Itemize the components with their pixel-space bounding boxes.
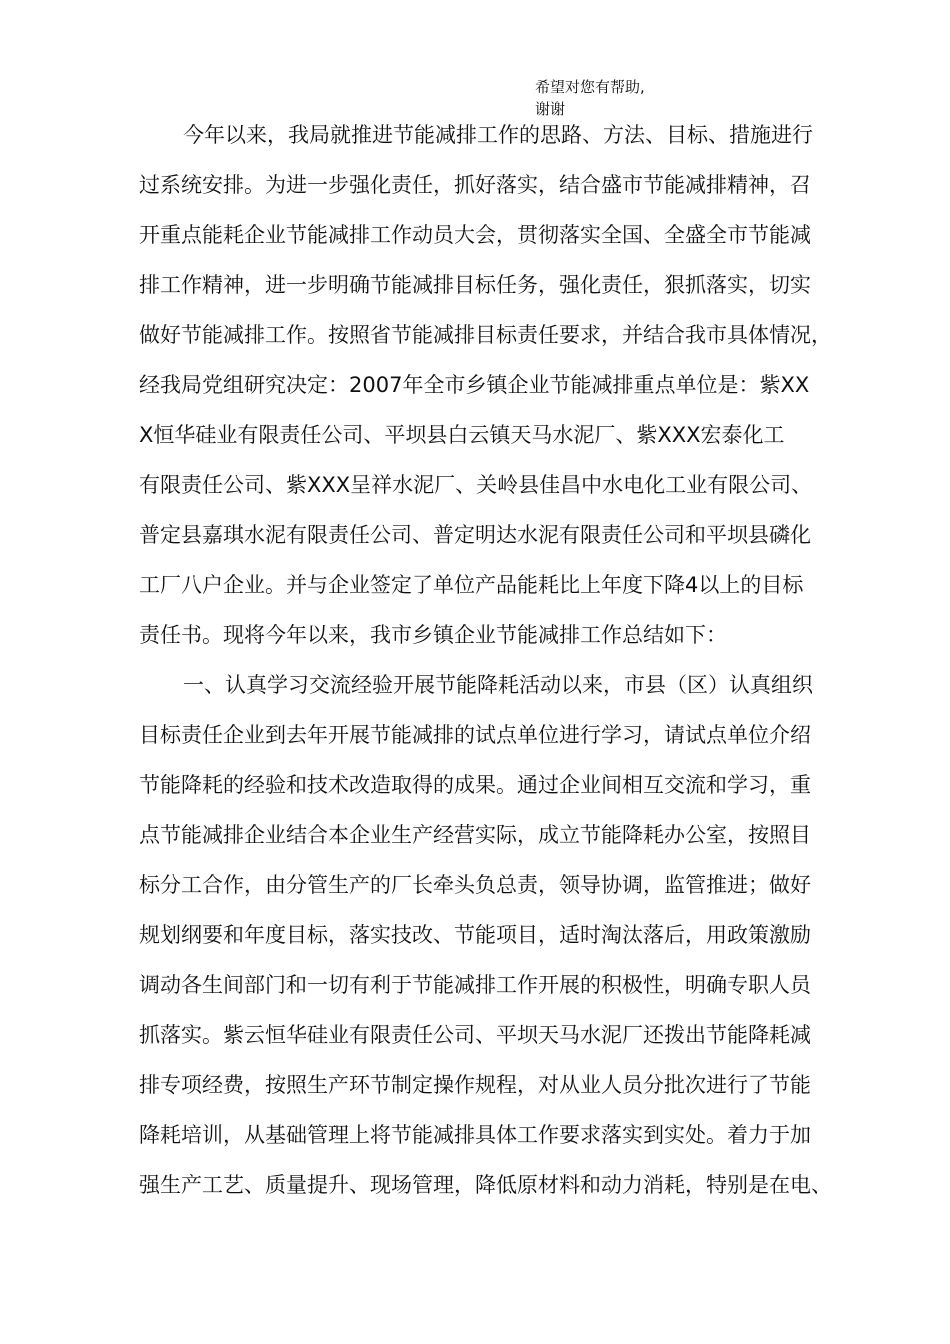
paragraph-1-line: 今年以来，我局就推进节能减排工作的思路、方法、目标、措施进行 xyxy=(183,123,813,147)
paragraph-2-line: 抓落实。紫云恒华硅业有限责任公司、平坝天马水泥厂还拨出节能降耗减 xyxy=(139,1023,811,1047)
paragraph-2-line: 点节能减排企业结合本企业生产经营实际，成立节能降耗办公室，按照目 xyxy=(139,823,811,847)
paragraph-2-line: 强生产工艺、质量提升、现场管理，降低原材料和动力消耗，特别是在电、 xyxy=(139,1173,832,1197)
body-text xyxy=(139,110,832,1210)
paragraph-2-line: 规划纲要和年度目标，落实技改、节能项目，适时淘汰落后，用政策激励 xyxy=(139,923,811,947)
paragraph-2-line: 节能降耗的经验和技术改造取得的成果。通过企业间相互交流和学习，重 xyxy=(139,773,811,797)
paragraph-1-line: 经我局党组研究决定：2007年全市乡镇企业节能减排重点单位是：紫XX xyxy=(139,373,810,397)
paragraph-1-line: 做好节能减排工作。按照省节能减排目标责任要求，并结合我市具体情况， xyxy=(139,323,832,347)
paragraph-2-line: 排专项经费，按照生产环节制定操作规程，对从业人员分批次进行了节能 xyxy=(139,1073,811,1097)
paragraph-2-line: 标分工合作，由分管生产的厂长牵头负总责，领导协调，监管推进；做好 xyxy=(139,873,811,897)
paragraph-1-line: 责任书。现将今年以来，我市乡镇企业节能减排工作总结如下： xyxy=(139,623,727,647)
paragraph-2-line: 降耗培训，从基础管理上将节能减排具体工作要求落实到实处。着力于加 xyxy=(139,1123,811,1147)
note-line-2: 谢谢 xyxy=(535,100,566,118)
paragraph-2-line: 调动各生间部门和一切有利于节能减排工作开展的积极性，明确专职人员 xyxy=(139,973,811,997)
note-line-1: 希望对您有帮助, xyxy=(535,78,645,96)
paragraph-1-line: 过系统安排。为进一步强化责任，抓好落实，结合盛市节能减排精神，召 xyxy=(139,173,811,197)
paragraph-1-line: X恒华硅业有限责任公司、平坝县白云镇天马水泥厂、紫XXX宏泰化工 xyxy=(139,423,785,447)
paragraph-1-line: 有限责任公司、紫XXX呈祥水泥厂、关岭县佳昌中水电化工业有限公司、 xyxy=(139,473,813,497)
paragraph-1-line: 排工作精神，进一步明确节能减排目标任务，强化责任，狠抓落实，切实 xyxy=(139,273,811,297)
paragraph-2-line: 目标责任企业到去年开展节能减排的试点单位进行学习，请试点单位介绍 xyxy=(139,723,811,747)
paragraph-1-line: 工厂八户企业。并与企业签定了单位产品能耗比上年度下降4以上的目标 xyxy=(139,573,804,597)
paragraph-2-line: 一、认真学习交流经验开展节能降耗活动以来，市县（区）认真组织 xyxy=(183,673,813,697)
paragraph-1-line: 普定县嘉琪水泥有限责任公司、普定明达水泥有限责任公司和平坝县磷化 xyxy=(139,523,811,547)
paragraph-1-line: 开重点能耗企业节能减排工作动员大会，贯彻落实全国、全盛全市节能减 xyxy=(139,223,811,247)
